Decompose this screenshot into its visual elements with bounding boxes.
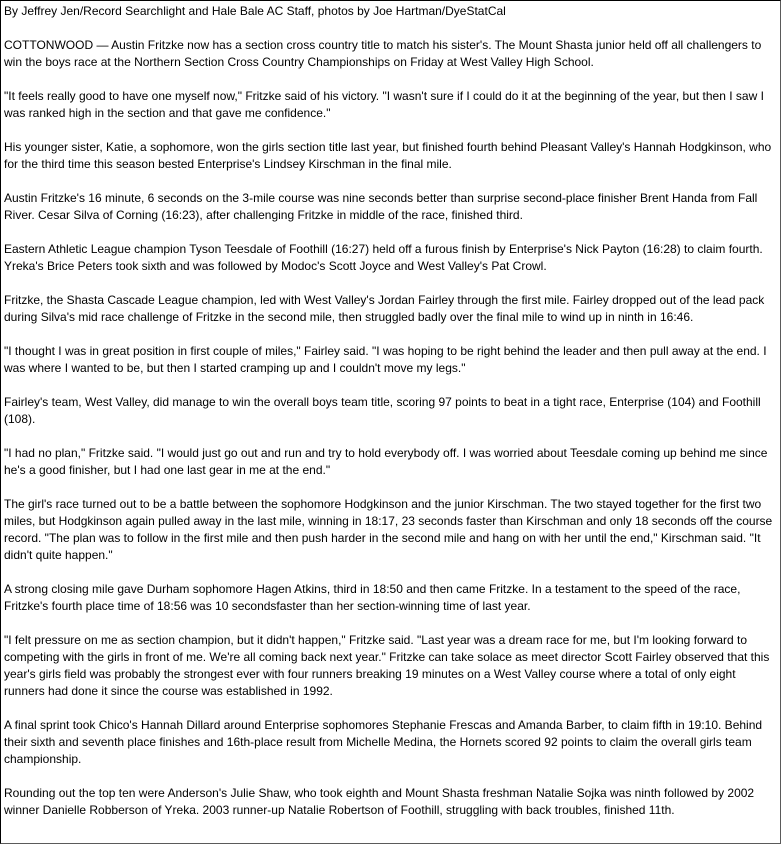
paragraph-14: Rounding out the top ten were Anderson's Julie Shaw, who took eighth and Mount Shasta freshman Natalie Sojka was ninth followed by 2002 winner Danielle Robberson of Yreka. 2003 runner-up Natalie Robertson of Foothill, struggling with back troubles, finished 11th.: [4, 786, 755, 817]
paragraph-6: Fritzke, the Shasta Cascade League champion, led with West Valley's Jordan Fairley through the first mile. Fairley dropped out of the lead pack during Silva's mid race challenge of Fritzke in the second mile, then struggled badly over the final mile to wind up in ninth in 16:46.: [4, 293, 765, 324]
paragraph-11: A strong closing mile gave Durham sophomore Hagen Atkins, third in 18:50 and then came Fritzke. In a testament to the speed of the race, Fritzke's fourth place time of 18:56 was 10 secondsfaster than her section-winning time of last year.: [4, 582, 741, 613]
paragraph-1: COTTONWOOD — Austin Fritzke now has a section cross country title to match his sister's. The Mount Shasta junior held off all challengers to win the boys race at the Northern Section Cross Country Championships on Friday at West Valley High School.: [4, 38, 762, 69]
paragraph-13: A final sprint took Chico's Hannah Dillard around Enterprise sophomores Stephanie Frescas and Amanda Barber, to claim fifth in 19:10. Behind their sixth and seventh place finishes and 16th-place result from Michelle Medina, the Hornets scored 92 points to claim the overall girls team championship.: [4, 718, 763, 766]
paragraph-9: "I had no plan," Fritzke said. "I would just go out and run and try to hold everybody off. I was worried about Teesdale coming up behind me since he's a good finisher, but I had one last gear in me at the end.": [4, 446, 768, 477]
paragraph-7: "I thought I was in great position in first couple of miles," Fairley said. "I was hoping to be right behind the leader and then pull away at the end. I was where I wanted to be, but then I started cramping up and I couldn't move my legs.": [4, 344, 767, 375]
paragraph-2: "It feels really good to have one myself now," Fritzke said of his victory. "I wasn't sure if I could do it at the beginning of the year, but then I saw I was ranked high in the section and that gave me confidence.": [4, 89, 764, 120]
paragraph-5: Eastern Athletic League champion Tyson Teesdale of Foothill (16:27) held off a furous finish by Enterprise's Nick Payton (16:28) to claim fourth. Yreka's Brice Peters took sixth and was followed by Modoc's Scott Joyce and West Valley's Pat Crowl.: [4, 242, 763, 273]
byline: By Jeffrey Jen/Record Searchlight and Hale Bale AC Staff, photos by Joe Hartman/DyeStatCal: [4, 4, 506, 18]
paragraph-12: "I felt pressure on me as section champion, but it didn't happen," Fritzke said. "Last year was a dream race for me, but I'm looking forward to competing with the girls in front of me. We're all coming back next year." Fritzke can take solace as meet director Scott Fairley observed that this year's girls field was probably the strongest ever with four runners breaking 19 minutes on a West Valley course where a total of only eight runners had done it since the course was established in 1992.: [4, 633, 770, 698]
paragraph-10: The girl's race turned out to be a battle between the sophomore Hodgkinson and the junior Kirschman. The two stayed together for the first two miles, but Hodgkinson again pulled away in the last mile, winning in 18:17, 23 seconds faster than Kirschman and only 18 seconds off the course record. "The plan was to follow in the first mile and then push harder in the second mile and hang on with her until the end," Kirschman said. "It didn't quite happen.": [4, 497, 773, 562]
paragraph-8: Fairley's team, West Valley, did manage to win the overall boys team title, scoring 97 points to beat in a tight race, Enterprise (104) and Foothill (108).: [4, 395, 761, 426]
paragraph-4: Austin Fritzke's 16 minute, 6 seconds on the 3-mile course was nine seconds better than surprise second-place finisher Brent Handa from Fall River. Cesar Silva of Corning (16:23), after challenging Fritzke in middle of the race, finished third.: [4, 191, 758, 222]
article-body: [1, 1, 780, 819]
paragraph-3: His younger sister, Katie, a sophomore, won the girls section title last year, but finished fourth behind Pleasant Valley's Hannah Hodgkinson, who for the third time this season bested Enterprise's Lindsey Kirschman in the final mile.: [4, 140, 772, 171]
